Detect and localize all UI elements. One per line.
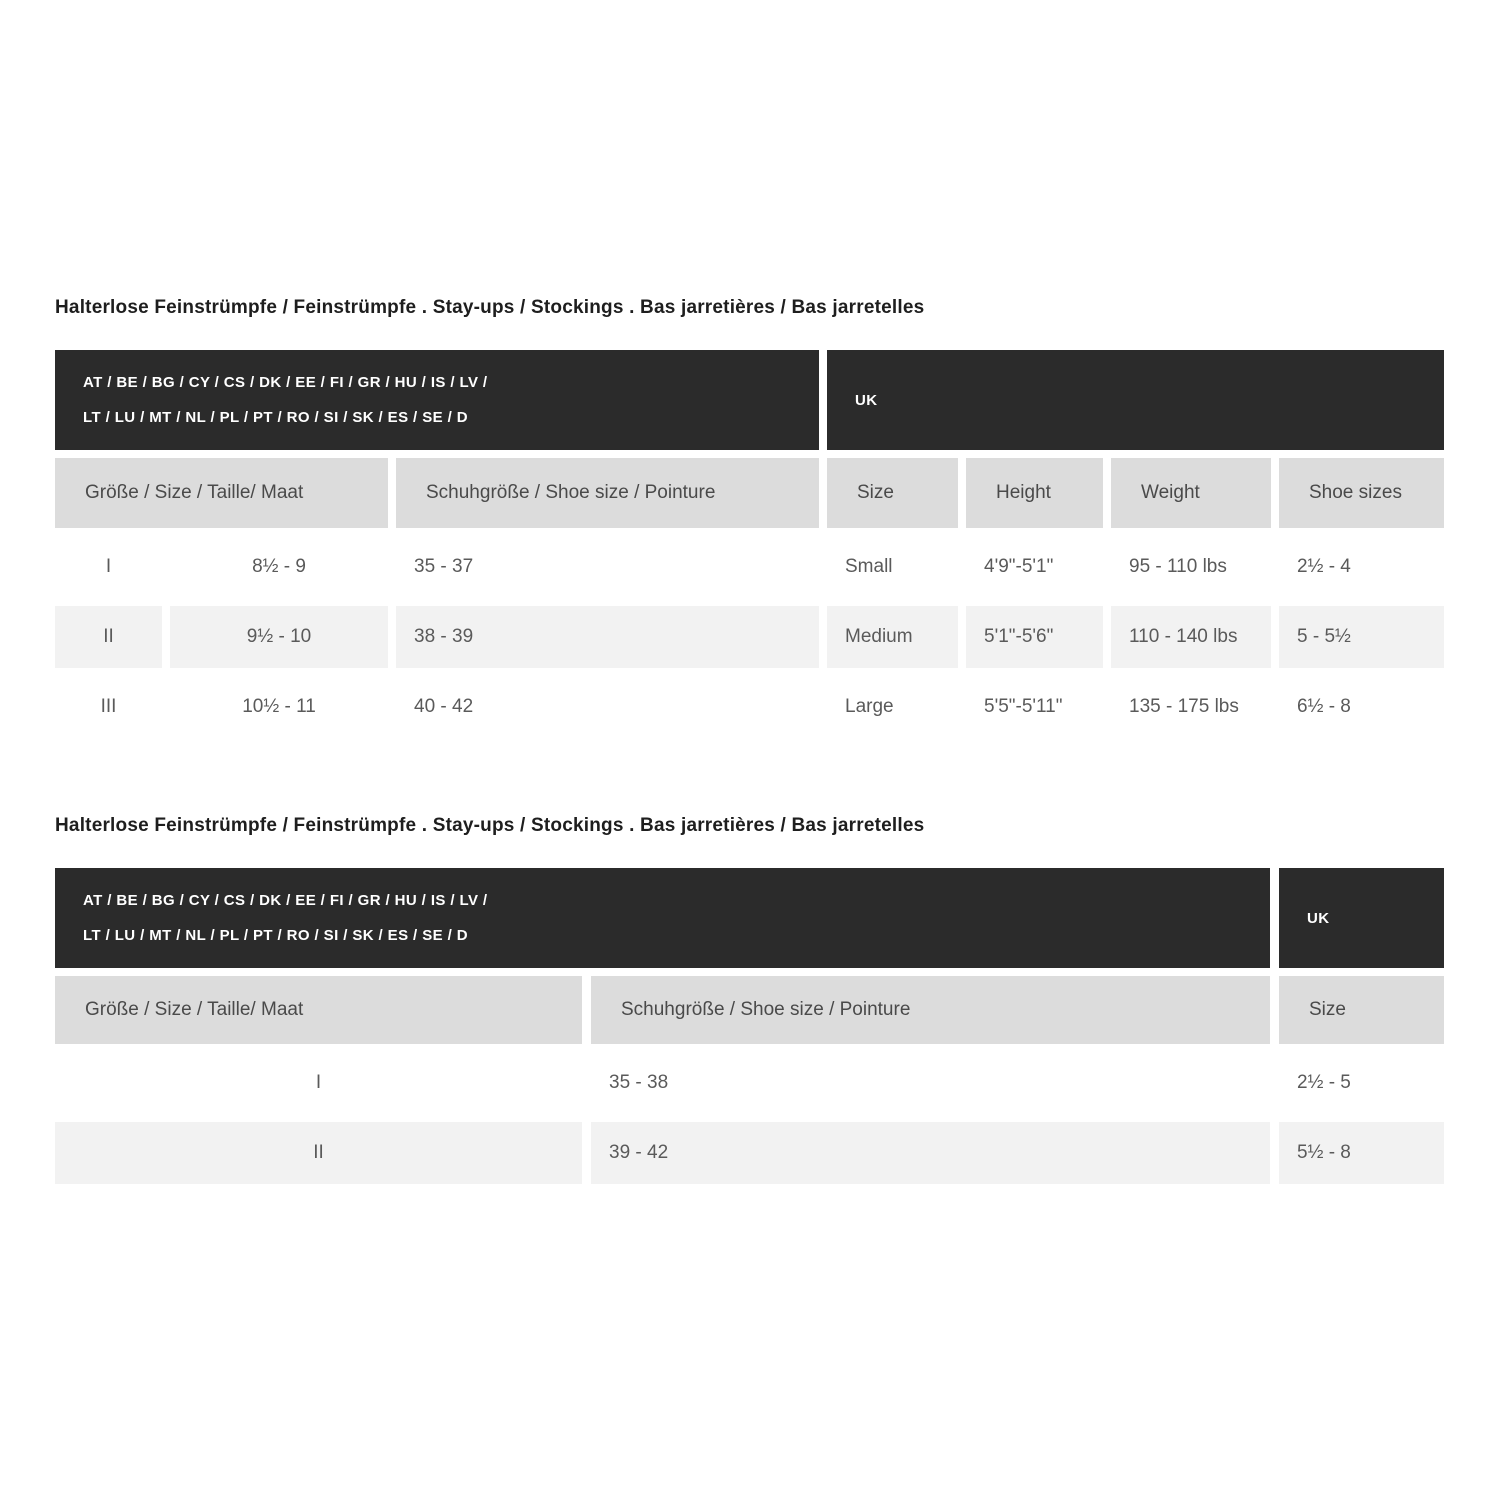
- table1-row3-size-num: III: [100, 696, 117, 717]
- table2-row1-size-uk: 2½ - 5: [1297, 1072, 1351, 1093]
- table2-row2-size-num: II: [55, 1122, 582, 1184]
- table1-row2-size-uk: Medium: [827, 606, 958, 668]
- table1-row2-shoe-eu: 38 - 39: [396, 606, 819, 668]
- table1-row3-weight: 135 - 175 lbs: [1129, 696, 1239, 717]
- table1-uk-header: [827, 350, 1444, 450]
- table2-eu-countries-line1: AT / BE / BG / CY / CS / DK / EE / FI / GR / HU / IS / LV /: [83, 892, 488, 909]
- table2-uk-label: UK: [1307, 909, 1330, 927]
- table2-col-size-uk: Size: [1279, 976, 1444, 1044]
- table1-row2-shoe-uk: 5 - 5½: [1279, 606, 1444, 668]
- table2-uk-header: [1279, 868, 1444, 968]
- table1-eu-countries-line1: AT / BE / BG / CY / CS / DK / EE / FI / GR / HU / IS / LV /: [83, 374, 488, 391]
- table1-row2-weight: 110 - 140 lbs: [1111, 606, 1271, 668]
- section2-title: Halterlose Feinstrümpfe / Feinstrümpfe . Stay-ups / Stockings . Bas jarretières / Bas jarretelles: [55, 815, 925, 836]
- table1-row1-weight: 95 - 110 lbs: [1129, 556, 1227, 577]
- table1-col-size-eu: Größe / Size / Taille/ Maat: [55, 458, 388, 528]
- table1-row1-size-num: I: [105, 556, 112, 577]
- table1-row1-shoe-uk: 2½ - 4: [1297, 556, 1351, 577]
- table1-row3-size-uk: Large: [845, 696, 894, 717]
- table1-eu-countries-header: [55, 350, 819, 450]
- table1-col-height-uk: Height: [966, 458, 1103, 528]
- size-table-2: [55, 868, 1444, 1184]
- table1-row1-height: 4'9"-5'1": [984, 556, 1054, 577]
- table2-col-size-eu: Größe / Size / Taille/ Maat: [55, 976, 582, 1044]
- table2-row2-size-uk: 5½ - 8: [1279, 1122, 1444, 1184]
- table2-row1-shoe-eu: 35 - 38: [609, 1072, 669, 1093]
- table1-row1-shoe-eu: 35 - 37: [414, 556, 474, 577]
- table2-row1-size-num: I: [315, 1072, 322, 1093]
- table1-row2-height: 5'1"-5'6": [966, 606, 1103, 668]
- table2-eu-countries-header: [55, 868, 1270, 968]
- table1-col-shoe-eu: Schuhgröße / Shoe size / Pointure: [396, 458, 819, 528]
- table2-row2-shoe-eu: 39 - 42: [591, 1122, 1270, 1184]
- table1-row3-shoe-uk: 6½ - 8: [1297, 696, 1351, 717]
- table2-eu-countries-line2: LT / LU / MT / NL / PL / PT / RO / SI / SK / ES / SE / D: [83, 927, 468, 944]
- table1-row3-shoe-eu: 40 - 42: [414, 696, 474, 717]
- table1-col-shoe-uk: Shoe sizes: [1279, 458, 1444, 528]
- table1-col-size-uk: Size: [827, 458, 958, 528]
- table1-row3-size-range: 10½ - 11: [242, 696, 316, 717]
- table1-col-weight-uk: Weight: [1111, 458, 1271, 528]
- table1-row3-height: 5'5"-5'11": [984, 696, 1063, 717]
- table1-row1-size-range: 8½ - 9: [252, 556, 306, 577]
- table2-col-shoe-eu: Schuhgröße / Shoe size / Pointure: [591, 976, 1270, 1044]
- table1-row1-size-uk: Small: [845, 556, 893, 577]
- size-table-1: [55, 350, 1444, 738]
- table1-eu-countries-line2: LT / LU / MT / NL / PL / PT / RO / SI / SK / ES / SE / D: [83, 409, 468, 426]
- table1-uk-label: UK: [855, 391, 878, 409]
- table1-row2-size-num: II: [55, 606, 162, 668]
- section1-title: Halterlose Feinstrümpfe / Feinstrümpfe . Stay-ups / Stockings . Bas jarretières / Bas jarretelles: [55, 297, 925, 318]
- table1-row2-size-range: 9½ - 10: [170, 606, 388, 668]
